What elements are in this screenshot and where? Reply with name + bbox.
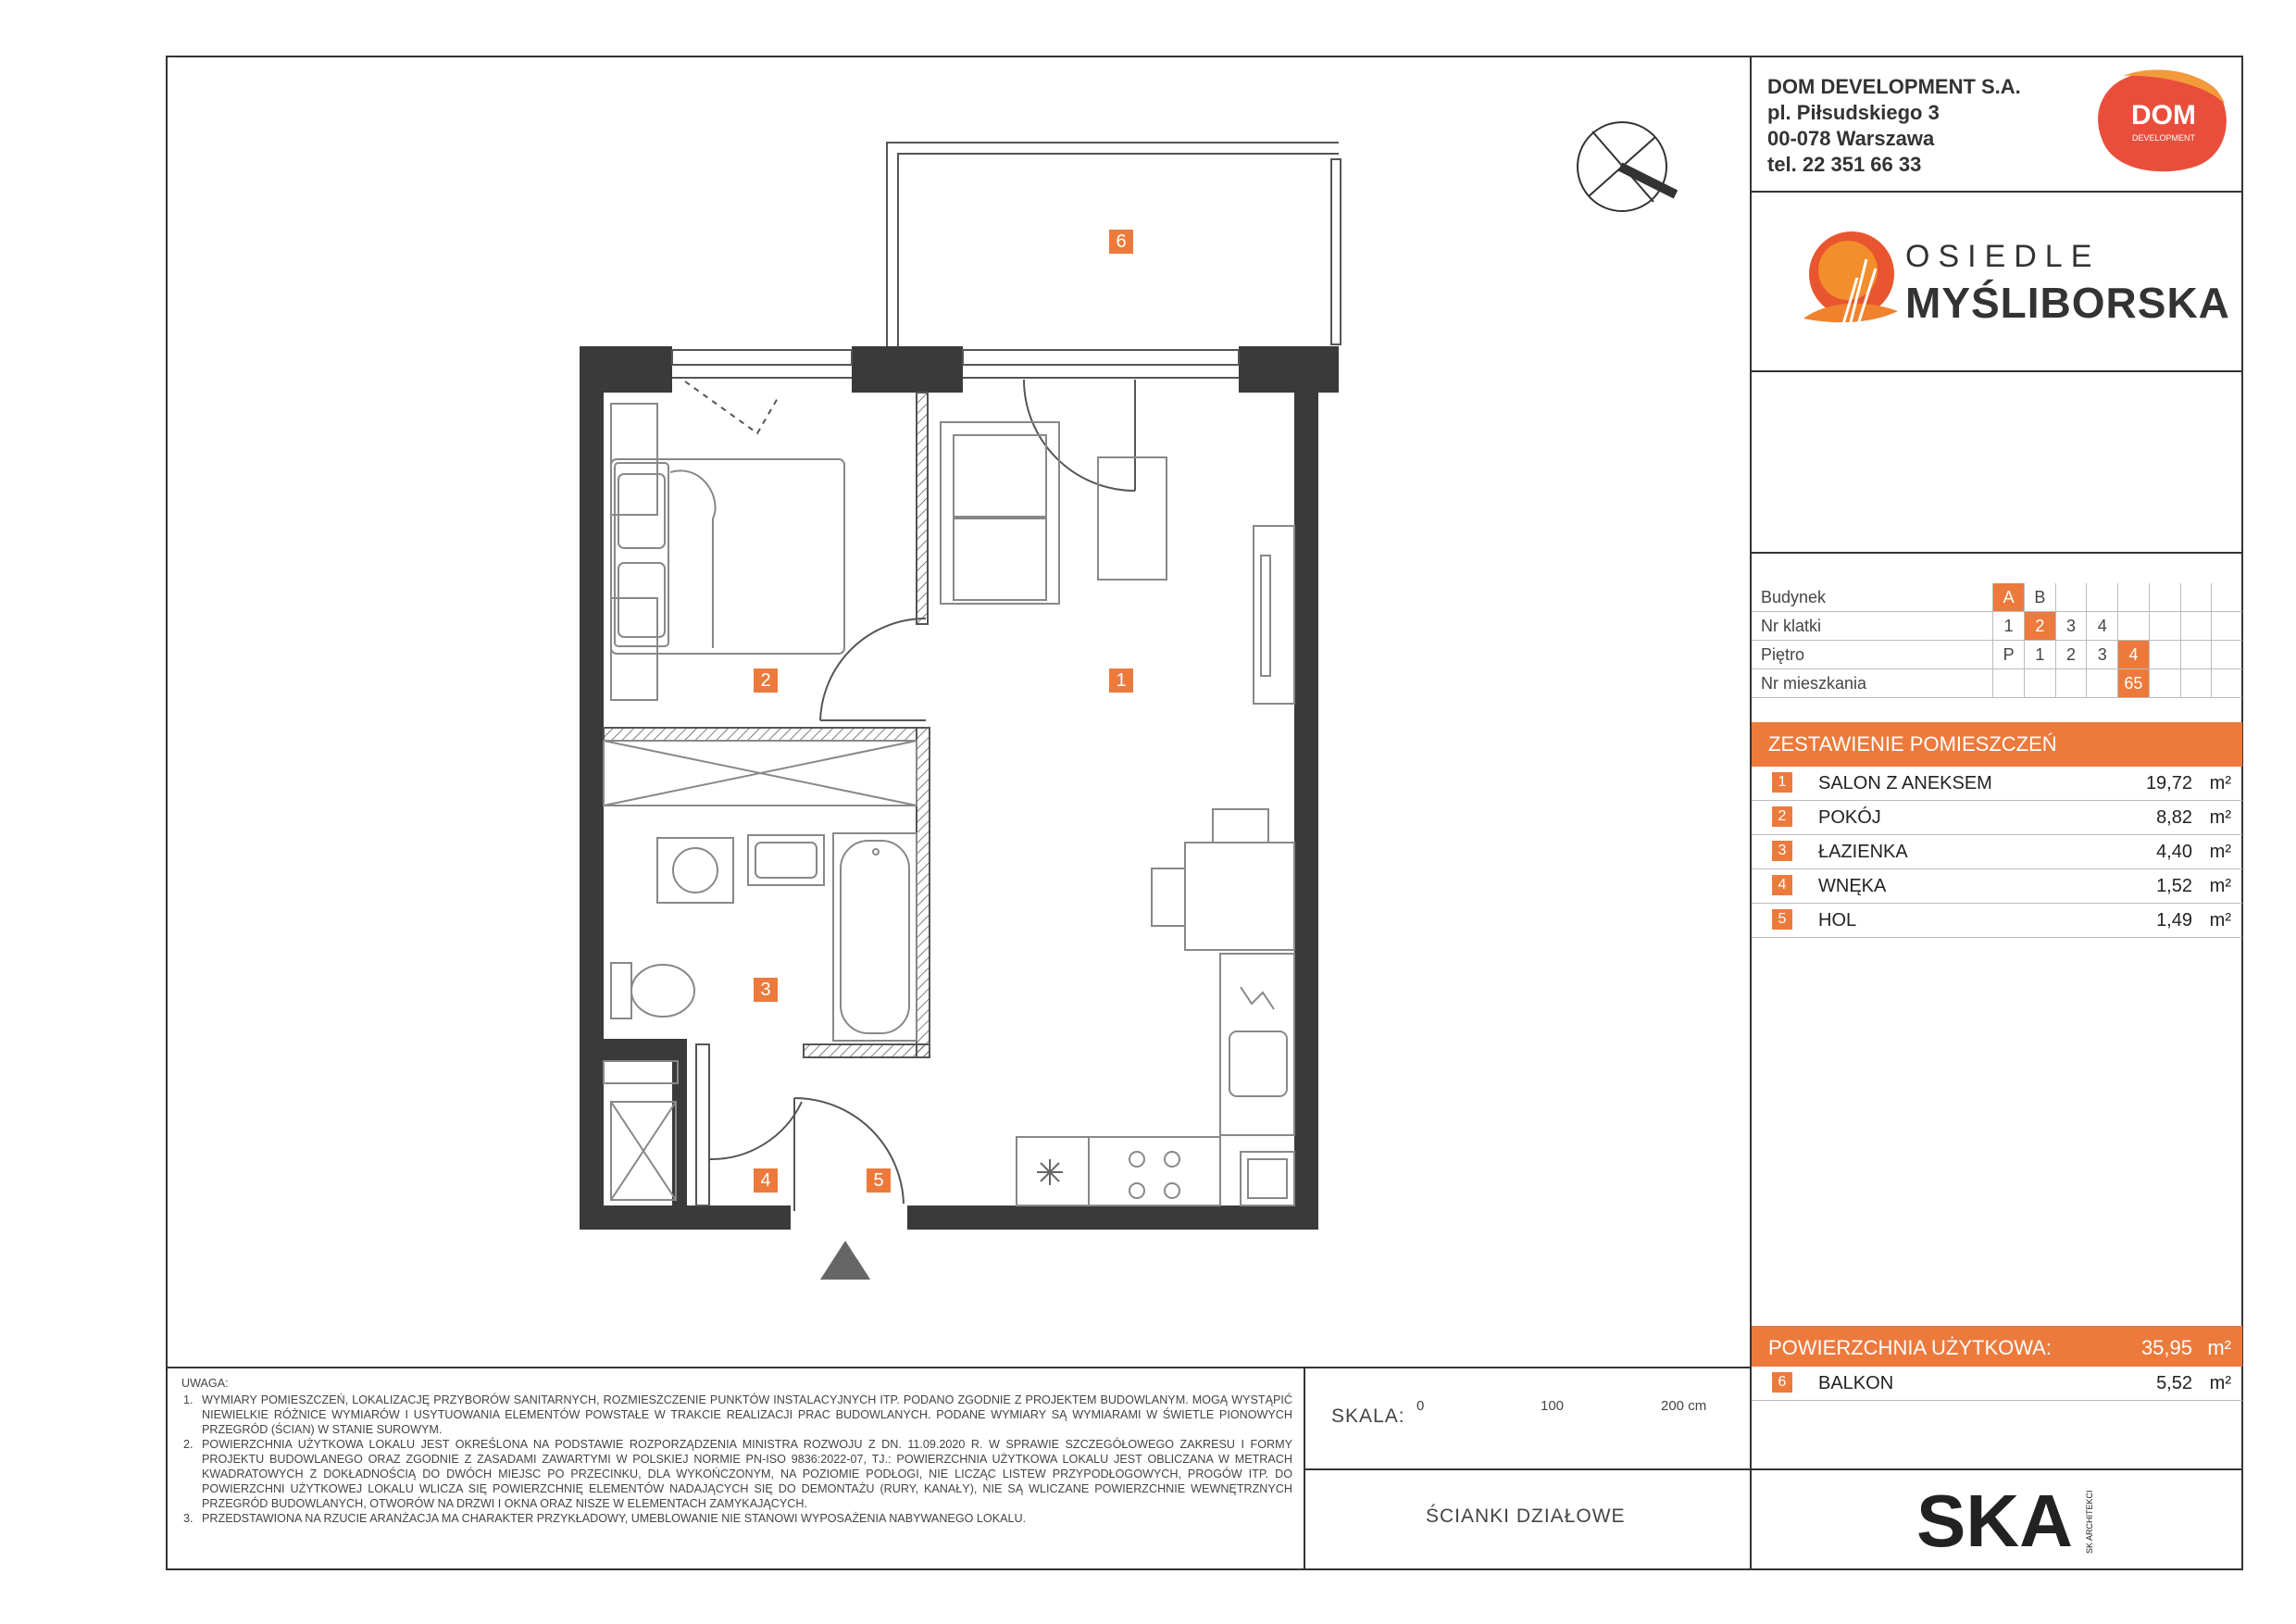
total-area: 35,95: [2140, 1336, 2192, 1359]
scale-tick-0: 0: [1416, 1398, 1425, 1414]
room-unit: m²: [2209, 842, 2231, 862]
osiedle-logo-icon: [1802, 222, 1898, 344]
location-row-label: Nr mieszkania: [1752, 669, 1993, 698]
company-city: 00-078 Warszawa: [1767, 127, 1935, 150]
company-street: pl. Piłsudskiego 3: [1767, 101, 1940, 124]
room-label-5: 5: [867, 1168, 891, 1193]
room-area: 8,82: [2156, 807, 2192, 828]
svg-text:DEVELOPMENT: DEVELOPMENT: [2131, 133, 2196, 143]
room-num: 5: [1772, 909, 1792, 930]
location-cell: B: [2024, 583, 2055, 612]
rooms-list: [1752, 767, 2242, 938]
scale-legend-divider: [1304, 1468, 1752, 1470]
room-row: [1752, 869, 2242, 904]
panel-divider-3: [1750, 552, 2242, 554]
balcony-num: 6: [1772, 1372, 1792, 1393]
total-area-bar: [1752, 1326, 2242, 1367]
room-unit: m²: [2209, 773, 2231, 793]
room-area: 19,72: [2145, 773, 2192, 793]
room-unit: m²: [2209, 807, 2231, 828]
location-cell: [2024, 669, 2055, 698]
room-num: 1: [1772, 772, 1792, 793]
room-num: 4: [1772, 875, 1792, 895]
project-name-line2: MYŚLIBORSKA: [1905, 279, 2230, 327]
balcony-row: [1752, 1367, 2242, 1401]
room-name: ŁAZIENKA: [1818, 842, 1908, 862]
balcony-name: BALKON: [1818, 1373, 1894, 1393]
room-row: [1752, 767, 2242, 801]
company-phone: tel. 22 351 66 33: [1767, 153, 1922, 176]
total-unit: m²: [2207, 1336, 2231, 1359]
location-row: [1752, 583, 2242, 612]
room-name: POKÓJ: [1818, 807, 1881, 828]
location-cell: [2212, 669, 2242, 698]
room-unit: m²: [2209, 910, 2231, 931]
kitchen: [1017, 954, 1294, 1206]
scale-tick-200: 200 cm: [1661, 1398, 1707, 1414]
location-table: [1752, 583, 2242, 698]
location-row-label: Piętro: [1752, 641, 1993, 669]
room-label-2: 2: [754, 668, 778, 693]
location-cell: [2087, 669, 2118, 698]
location-row-label: Nr klatki: [1752, 612, 1993, 641]
location-cell: [2212, 612, 2242, 641]
location-cell: [2212, 583, 2242, 612]
notes-header: UWAGA:: [181, 1377, 229, 1390]
room-label-3: 3: [754, 978, 778, 1002]
location-cell: [2055, 669, 2087, 698]
location-cell: [2180, 641, 2212, 669]
notes: [181, 1376, 1292, 1526]
note-item: 1. WYMIARY POMIESZCZEŃ, LOKALIZACJĘ PRZYBORÓW SANITARNYCH, ROZMIESZCZENIE PUNKTÓW INSTALACYJNYCH ITP. PODANO ZGODNIE Z PROJEKTEM BUDOWLANYM. MOGĄ WYSTĄPIĆ NIEWIELKIE RÓŻNICE WYMIARÓW I USYTUOWANIA ELEMENTÓW POWSTAŁE W TRAKCIE REALIZACJI PRAC BUDOWLANYCH. PODANE WYMIARY SĄ WYMIARAMI W ŚWIETLE PIONOWYCH PRZEGRÓD (ŚCIAN) W STANIE SUROWYM.: [183, 1393, 1292, 1436]
location-cell: [2149, 669, 2180, 698]
svg-text:SK ARCHITEKCI: SK ARCHITEKCI: [2085, 1490, 2094, 1554]
panel-divider-4: [1750, 1468, 2242, 1470]
location-cell: [2180, 669, 2212, 698]
room-area: 1,49: [2156, 910, 2192, 931]
location-cell: 65: [2118, 669, 2150, 698]
location-cell: 2: [2024, 612, 2055, 641]
location-row: [1752, 641, 2242, 669]
room-label-1: 1: [1109, 668, 1133, 693]
room-label-4: 4: [754, 1168, 778, 1193]
note-item: 3. PRZEDSTAWIONA NA RZUCIE ARANŻACJA MA CHARAKTER PRZYKŁADOWY, UMEBLOWANIE NIE STANOWI WYPOSAŻENIA NABYWANEGO LOKALU.: [183, 1512, 1027, 1525]
room-area: 1,52: [2156, 876, 2192, 896]
ska-architects-logo: [1916, 1480, 2102, 1557]
location-cell: [2149, 583, 2180, 612]
bedroom-furniture: [604, 404, 917, 806]
room-area: 4,40: [2156, 842, 2192, 862]
total-label: POWIERZCHNIA UŻYTKOWA:: [1768, 1336, 2052, 1359]
balcony-unit: m²: [2209, 1373, 2231, 1393]
north-arrow-icon: [1578, 122, 1676, 211]
location-row: [1752, 669, 2242, 698]
dom-development-logo: [2095, 67, 2234, 174]
location-cell: A: [1993, 583, 2025, 612]
location-row-label: Budynek: [1752, 583, 1993, 612]
location-cell: [1993, 669, 2025, 698]
location-cell: 1: [1993, 612, 2025, 641]
room-num: 2: [1772, 806, 1792, 827]
panel-divider-2: [1750, 370, 2242, 372]
room-row: [1752, 801, 2242, 835]
note-item: 2. POWIERZCHNIA UŻYTKOWA LOKALU JEST OKREŚLONA NA PODSTAWIE ROZPORZĄDZENIA MINISTRA ROZWOJU Z DN. 11.09.2020 R. W SPRAWIE SZCZEGÓŁOWEGO ZAKRESU I FORMY PROJEKTU BUDOWLANEGO ORAZ ZGODNIE Z ZASADAMI ZAWARTYMI W POLSKIEJ NORMIE PN-ISO 9836:2022-07, TJ.: POWIERZCHNIA UŻYTKOWA LOKALU JEST OBLICZANA W METRACH KWADRATOWYCH Z DOKŁADNOŚCIĄ DO DWÓCH MIEJSC PO PRZECINKU, DLA WYKOŃCZONYM, NA POZIOMIE PODŁOGI, NIE LICZĄC LISTEW PRZYPODŁOGOWYCH, PROGÓW ITP. DO POWIERZCHNI UŻYTKOWEJ LOKALU WLICZA SIĘ POWIERZCHNIĘ ELEMENTÓW NADAJĄCYCH SIĘ DO DEMONTAŻU (RURY, KANAŁY), NIE SĄ WLICZANE POWIERZCHNIE WEWNĘTRZNYCH PRZEGRÓD BUDOWLANYCH, OTWORÓW NA DRZWI I OKNA ORAZ NISZE W ELEMENTACH ZAMYKAJĄCYCH.: [183, 1438, 1292, 1510]
location-cell: [2149, 612, 2180, 641]
svg-text:SKA: SKA: [1916, 1480, 2073, 1557]
room-num: 3: [1772, 841, 1792, 861]
room-unit: m²: [2209, 876, 2231, 896]
location-cell: [2149, 641, 2180, 669]
company-info: [1767, 74, 2021, 178]
location-cell: [2055, 583, 2087, 612]
room-name: SALON Z ANEKSEM: [1818, 773, 1992, 793]
location-cell: P: [1993, 641, 2025, 669]
bathroom-fixtures: [604, 833, 917, 1200]
location-cell: [2212, 641, 2242, 669]
balcony-row-wrap: [1752, 1367, 2242, 1401]
location-cell: [2118, 583, 2150, 612]
legend-label: ŚCIANKI DZIAŁOWE: [1426, 1505, 1626, 1527]
project-name-line1: OSIEDLE: [1905, 239, 2101, 274]
location-cell: [2118, 612, 2150, 641]
location-cell: [2087, 583, 2118, 612]
location-cell: [2180, 612, 2212, 641]
location-cell: 3: [2055, 612, 2087, 641]
balcony-door: [685, 380, 1135, 491]
room-row: [1752, 835, 2242, 869]
location-cell: 3: [2087, 641, 2118, 669]
rooms-header: ZESTAWIENIE POMIESZCZEŃ: [1752, 722, 2242, 767]
exterior-walls: [580, 346, 1339, 1230]
location-cell: 4: [2118, 641, 2150, 669]
company-name: DOM DEVELOPMENT S.A.: [1767, 75, 2021, 98]
location-cell: 2: [2055, 641, 2087, 669]
svg-text:DOM: DOM: [2131, 100, 2196, 131]
room-row: [1752, 904, 2242, 938]
balcony-area: 5,52: [2156, 1373, 2192, 1393]
scale-label: SKALA:: [1331, 1405, 1405, 1427]
location-cell: [2180, 583, 2212, 612]
location-row: [1752, 612, 2242, 641]
room-label-6: 6: [1109, 230, 1133, 254]
scale-tick-100: 100: [1541, 1398, 1565, 1414]
notes-top-divider: [166, 1367, 1752, 1368]
location-cell: 4: [2087, 612, 2118, 641]
interior-doors: [709, 618, 926, 1211]
location-cell: 1: [2024, 641, 2055, 669]
room-name: HOL: [1818, 910, 1857, 931]
room-name: WNĘKA: [1818, 876, 1887, 896]
panel-divider-1: [1750, 191, 2242, 193]
